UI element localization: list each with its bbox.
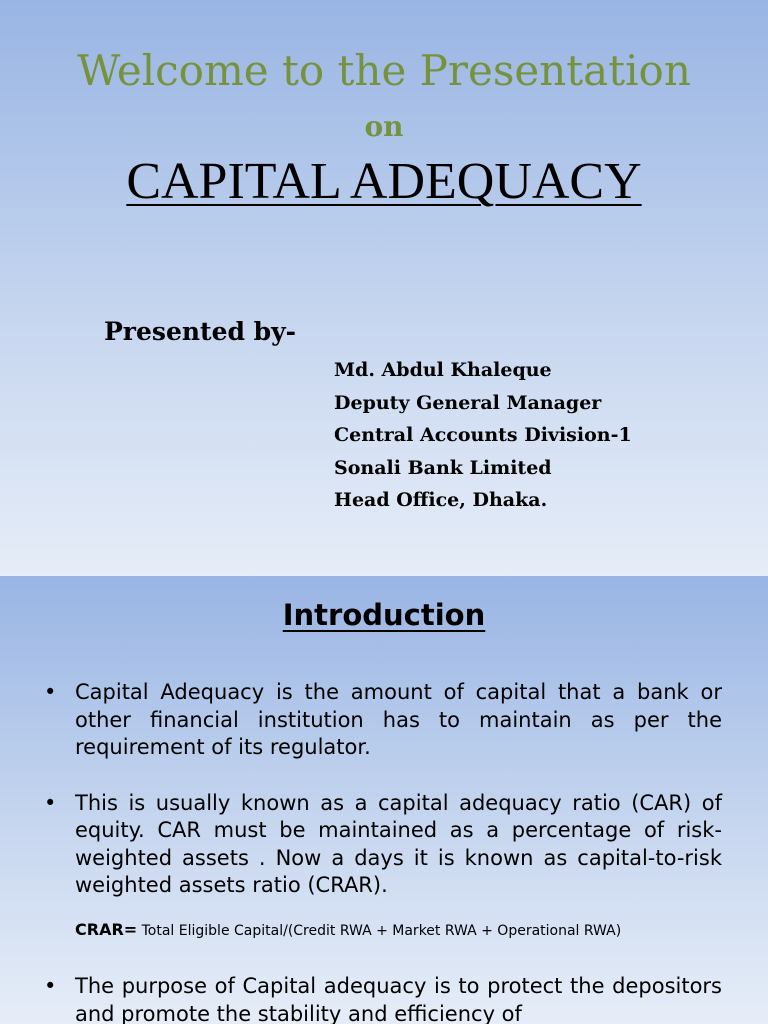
topic-title: CAPITAL ADEQUACY	[126, 153, 642, 210]
bullet-item	[44, 790, 722, 900]
presented-by-label: Presented by-	[104, 317, 297, 346]
crar-formula-label: CRAR=	[75, 919, 138, 939]
bullet-marker: •	[44, 680, 57, 704]
bullet-text: This is usually known as a capital adequacy ratio (CAR) of equity. CAR must be maintained as a percentage of risk-weighted assets . Now a days it is known as capital-to-risk weighted assets ratio (CRAR).	[75, 790, 722, 897]
introduction-slide	[0, 576, 768, 1024]
welcome-heading: Welcome to the Presentation	[77, 46, 691, 95]
bullet-text: Capital Adequacy is the amount of capital that a bank or other financial institution has to maintain as per the requirement of its regulator.	[75, 680, 722, 759]
presenter-designation: Deputy General Manager	[334, 391, 602, 414]
presenter-details	[334, 354, 632, 517]
crar-formula	[75, 916, 722, 946]
presenter-name: Md. Abdul Khaleque	[334, 359, 552, 381]
bullet-marker: •	[44, 974, 57, 998]
bullet-marker: •	[44, 790, 57, 815]
introduction-title: Introduction	[282, 598, 486, 632]
presenter-division: Central Accounts Division-1	[334, 424, 632, 446]
on-text: on	[364, 110, 404, 143]
presenter-office: Head Office, Dhaka.	[334, 489, 548, 511]
bullet-list	[44, 679, 722, 1024]
bullet-text: The purpose of Capital adequacy is to protect the depositors and promote the stability and efficiency of	[75, 974, 722, 1024]
bullet-item	[44, 679, 722, 762]
presenter-bank: Sonali Bank Limited	[334, 456, 552, 479]
crar-formula-text: Total Eligible Capital/(Credit RWA + Market RWA + Operational RWA)	[137, 922, 622, 939]
bullet-item	[44, 973, 722, 1024]
